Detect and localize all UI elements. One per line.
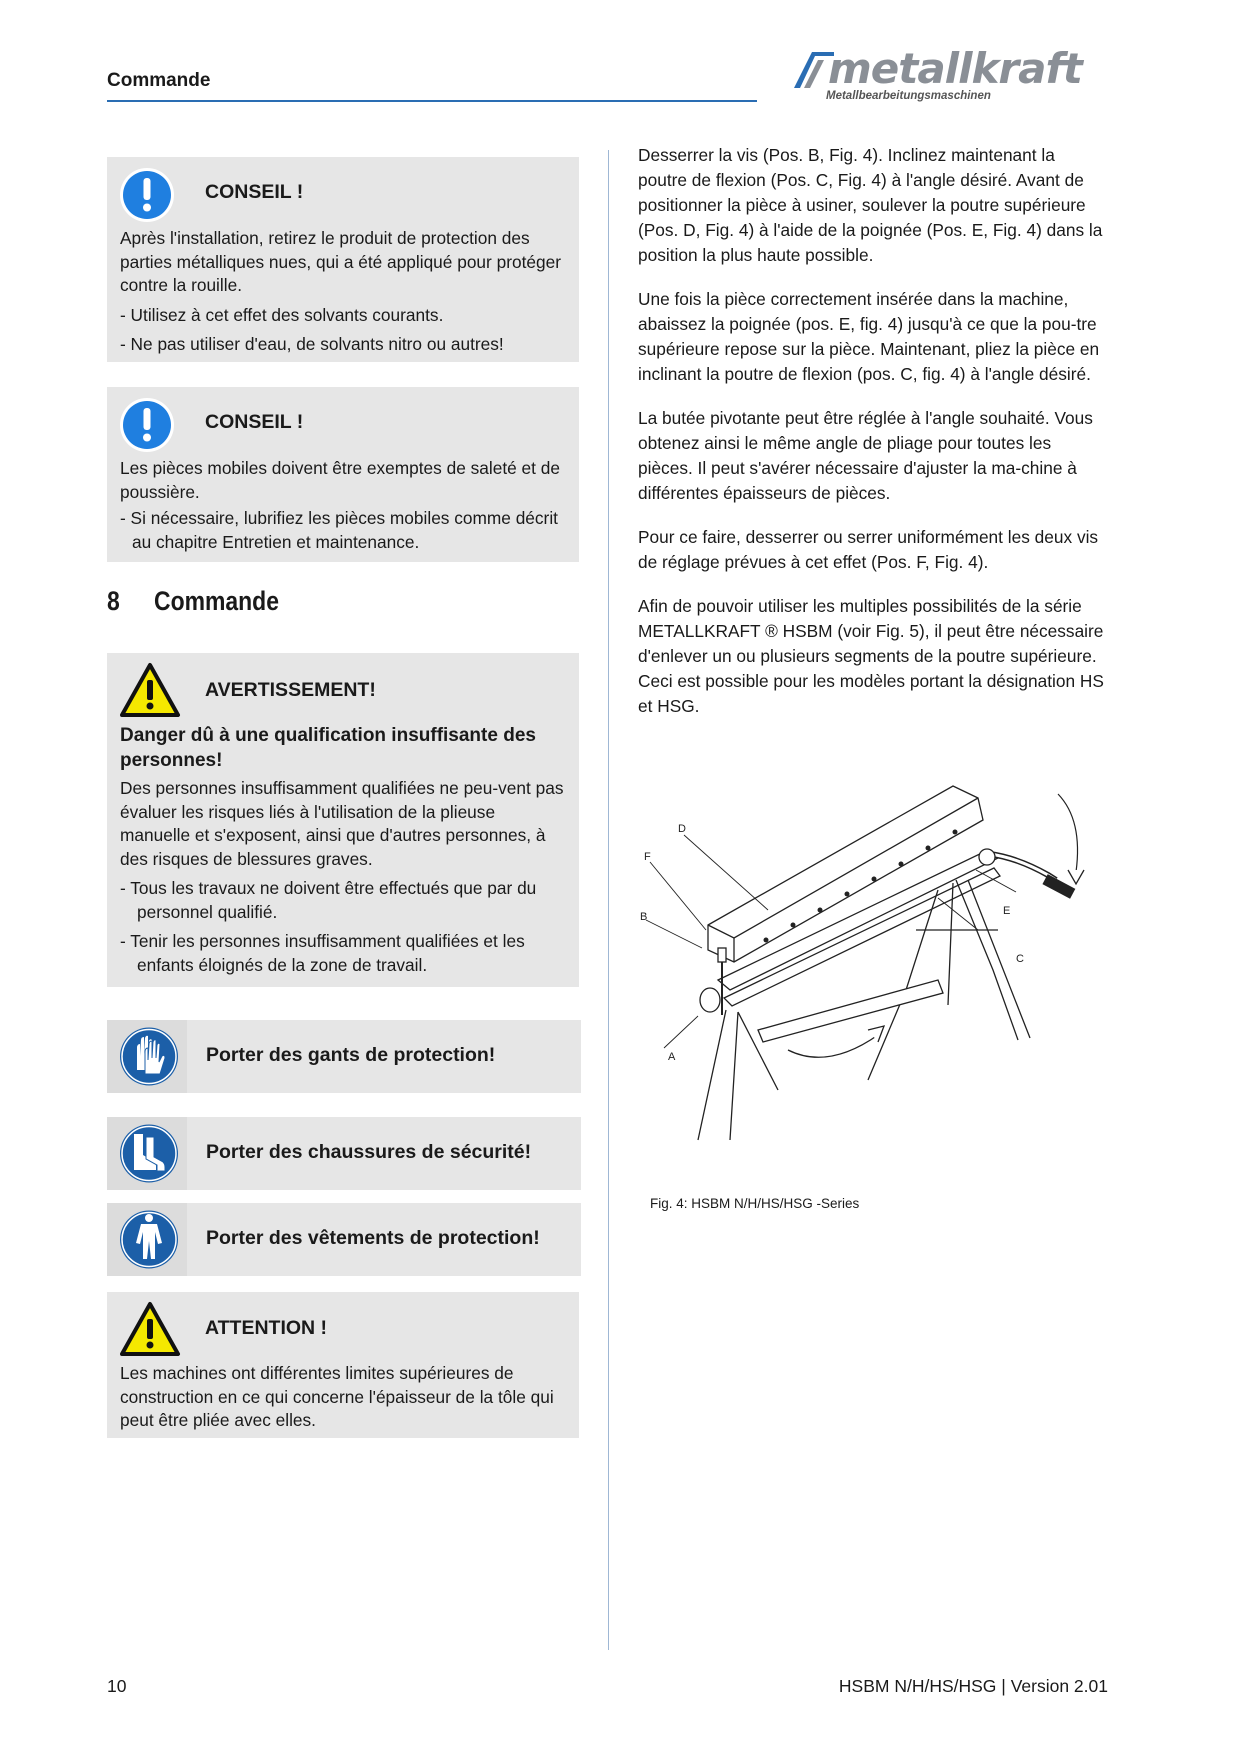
tip-list-item: - Utilisez à cet effet des solvants courants. (120, 304, 444, 325)
warning-list-item: - Tenir les personnes insuffisamment qualifiées et les enfants éloignés de la zone de travail. (120, 931, 525, 975)
protective-suit-icon (107, 1203, 187, 1276)
warning-paragraph: Des personnes insuffisamment qualifiées ne peu-vent pas évaluer les risques liés à l'utilisation de la plieuse manuelle et s'exposent, ainsi que d'autres personnes, à des risques de blessures graves. (120, 778, 564, 869)
body-paragraph: La butée pivotante peut être réglée à l'angle souhaité. Vous obtenez ainsi le même angle de pliage pour toutes les pièces. Il peut s'avérer nécessaire d'ajuster la ma-chine à différentes épaisseurs de pièces. (638, 408, 1093, 503)
ppe-label: Porter des vêtements de protection! (206, 1227, 540, 1249)
figure-label-c: C (1016, 953, 1024, 965)
warning-box (107, 653, 579, 987)
body-paragraph: Une fois la pièce correctement insérée dans la machine, abaissez la poignée (pos. E, fig. 4) jusqu'à ce que la pou-tre supérieure repose sur la pièce. Maintenant, pliez la pièce en inclinant la poutre de flexion (pos. C, fig. 4) à l'angle désiré. (638, 289, 1100, 384)
warning-list-item: - Tous les travaux ne doivent être effectués que par du personnel qualifié. (120, 878, 537, 922)
ppe-row-gloves (107, 1020, 581, 1093)
page-number: 10 (107, 1676, 127, 1696)
tip-paragraph: Les pièces mobiles doivent être exemptes de saleté et de poussière. (120, 458, 560, 502)
section-title: Commande (154, 586, 279, 616)
safety-boots-icon (107, 1117, 187, 1190)
attention-paragraph: Les machines ont différentes limites supérieures de construction en ce qui concerne l'épaisseur de la tôle qui peut être pliée avec elles. (120, 1363, 554, 1430)
right-column-text (638, 143, 1108, 738)
warning-triangle-icon (119, 1301, 181, 1357)
info-exclamation-icon (119, 397, 175, 453)
ppe-row-clothing (107, 1203, 581, 1276)
info-exclamation-icon (119, 167, 175, 223)
body-paragraph: Pour ce faire, desserrer ou serrer uniformément les deux vis de réglage prévues à cet effet (Pos. F, Fig. 4). (638, 527, 1099, 572)
figure-label-d: D (678, 823, 686, 835)
column-divider (608, 150, 609, 1650)
figure-caption: Fig. 4: HSBM N/H/HS/HSG -Series (650, 1196, 860, 1211)
figure-label-a: A (668, 1051, 676, 1063)
tip-list-item: - Ne pas utiliser d'eau, de solvants nitro ou autres! (120, 334, 504, 354)
warning-subtitle: Danger dû à une qualification insuffisante des personnes! (120, 725, 536, 771)
figure-label-e: E (1003, 905, 1011, 917)
tip-paragraph: Après l'installation, retirez le produit de protection des parties métalliques nues, qui a été appliqué pour protéger contre la rouille. (120, 228, 561, 295)
document-version: HSBM N/H/HS/HSG | Version 2.01 (838, 1676, 1108, 1696)
tip-box-1 (107, 157, 579, 362)
ppe-label: Porter des gants de protection! (206, 1044, 496, 1066)
ppe-label: Porter des chaussures de sécurité! (206, 1141, 532, 1163)
header-rule (107, 100, 757, 102)
figure-label-f: F (644, 851, 651, 863)
warning-triangle-icon (119, 662, 181, 718)
tip-list-item: - Si nécessaire, lubrifiez les pièces mobiles comme décrit au chapitre Entretien et maintenance. (120, 508, 558, 552)
logo-subtitle: Metallbearbeitungsmaschinen (826, 90, 991, 102)
body-paragraph: Desserrer la vis (Pos. B, Fig. 4). Inclinez maintenant la poutre de flexion (Pos. C, Fig. 4) à l'angle désiré. Avant de positionner la pièce à usiner, soulever la poutre supérieure (Pos. D, Fig. 4) à l'aide de la poignée (Pos. E, Fig. 4) dans la position la plus haute possible. (638, 145, 1103, 265)
bending-machine-figure (638, 780, 1108, 1180)
logo-wordmark: metallkraft (828, 44, 1082, 93)
ppe-row-boots (107, 1117, 581, 1190)
attention-title: ATTENTION ! (205, 1317, 328, 1339)
gloves-icon (107, 1020, 187, 1093)
section-number: 8 (107, 586, 120, 616)
warning-title: AVERTISSEMENT! (205, 679, 376, 701)
figure-label-b: B (640, 911, 648, 923)
attention-box (107, 1292, 579, 1438)
tip-title: CONSEIL ! (205, 411, 304, 433)
tip-box-2 (107, 387, 579, 562)
body-paragraph: Afin de pouvoir utiliser les multiples possibilités de la série METALLKRAFT ® HSBM (voir Fig. 5), il peut être nécessaire d'enlever un ou plusieurs segments de la poutre supérieure. Ceci est possible pour les modèles portant la désignation HS et HSG. (638, 596, 1104, 716)
tip-title: CONSEIL ! (205, 181, 304, 203)
header-title: Commande (107, 70, 211, 91)
metallkraft-logo (790, 46, 1110, 106)
